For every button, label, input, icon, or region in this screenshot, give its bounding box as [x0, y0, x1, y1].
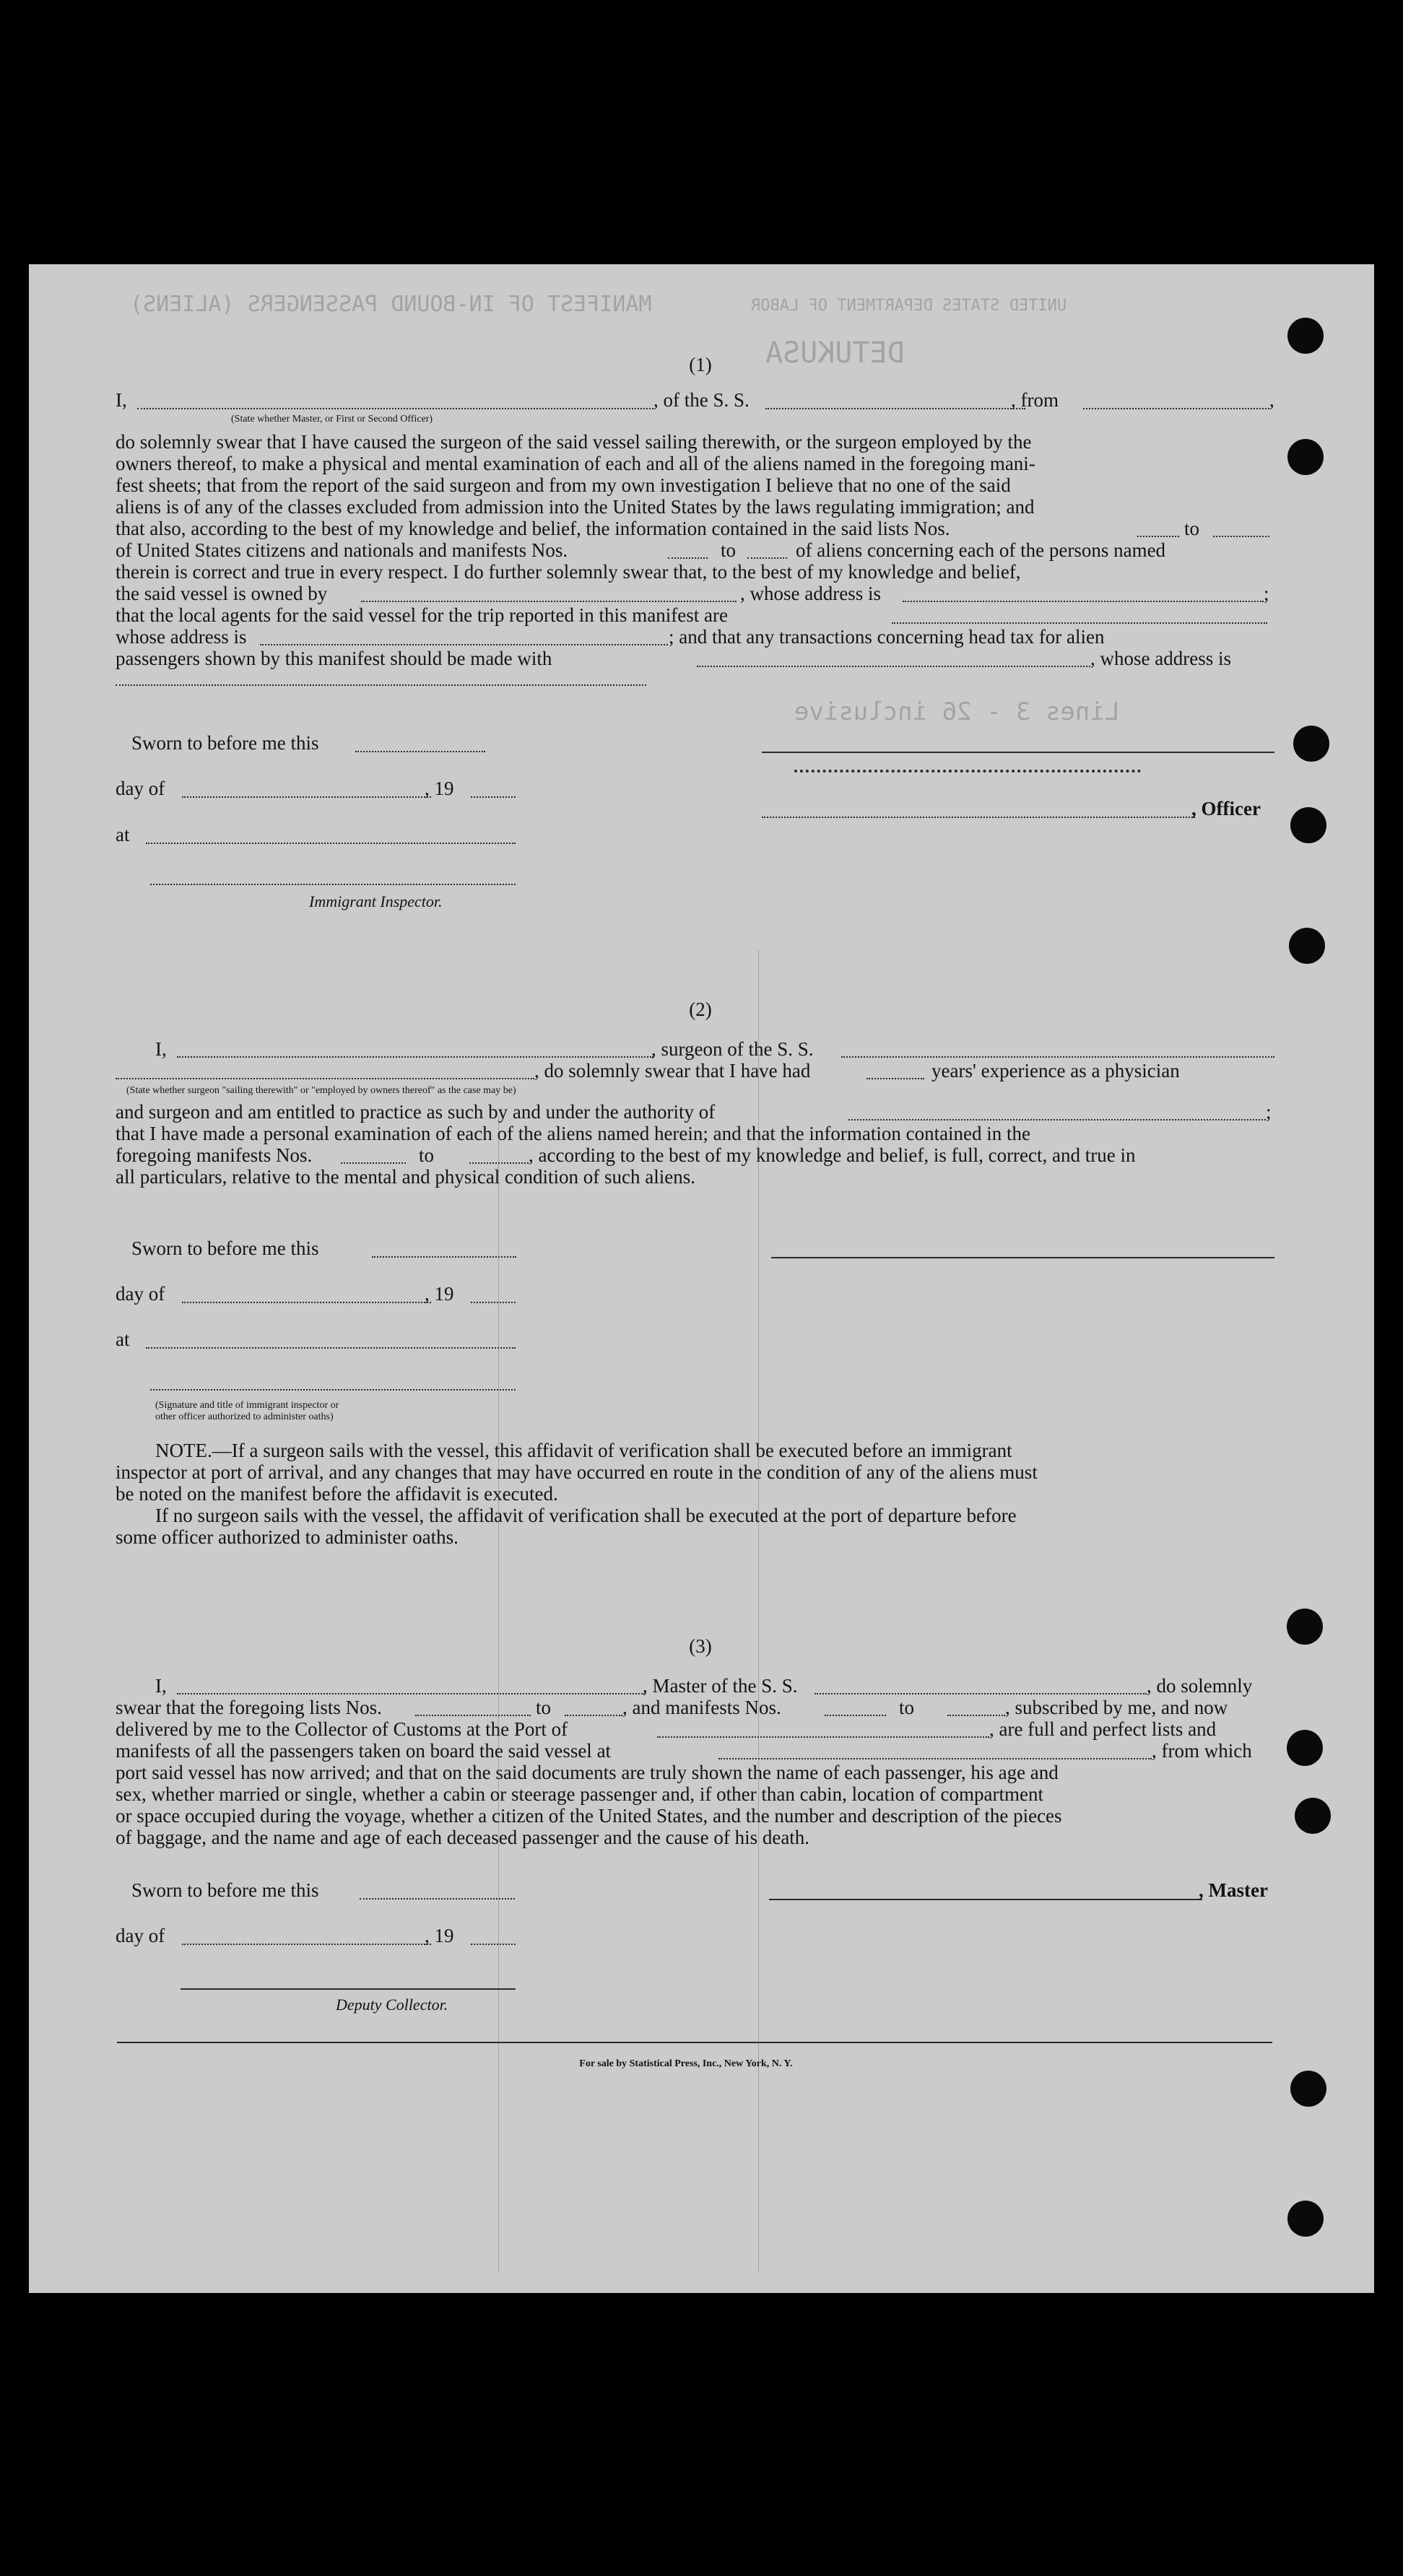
affidavit-text: passengers shown by this manifest should be made with	[116, 648, 552, 669]
head-tax-address-blank[interactable]	[116, 684, 646, 686]
footer-divider	[117, 2042, 1272, 2043]
manifests-to-blank[interactable]	[747, 557, 787, 559]
affidavit-text: foregoing manifests Nos.	[116, 1144, 313, 1166]
month-blank[interactable]	[182, 1944, 431, 1945]
master-vessel-blank[interactable]	[815, 1693, 1147, 1694]
officer-signature-blank[interactable]	[150, 1389, 516, 1391]
manifests-to-blank[interactable]	[947, 1715, 1005, 1716]
affidavit-text: swear that the foregoing lists Nos.	[116, 1697, 382, 1718]
affidavit-text: , whose address is	[1090, 648, 1231, 669]
affidavit-text: , according to the best of my knowledge and belief, is full, correct, and true in	[529, 1144, 1136, 1166]
affidavit-text: that the local agents for the said vessel for the trip reported in this manifest are	[116, 604, 728, 626]
sworn-date-blank[interactable]	[372, 1256, 516, 1258]
note-text: inspector at port of arrival, and any changes that may have occurred en route in the condition of any of the aliens must	[116, 1461, 1038, 1483]
officer-name-dotted	[794, 770, 1141, 773]
manifest-from-blank[interactable]	[341, 1162, 406, 1164]
punch-hole	[1287, 439, 1324, 475]
owner-address-blank[interactable]	[903, 601, 1264, 602]
affidavit-body: that also, according to the best of my knowledge and belief, the information contained in the said lists Nos.	[116, 518, 950, 539]
signature-line	[762, 752, 1274, 753]
affidavit-text: , of the S. S.	[653, 389, 750, 411]
sworn-text: Sworn to before me this	[131, 1237, 319, 1259]
fold-line	[758, 950, 759, 2271]
affidavit-text: manifests of all the passengers taken on board the said vessel at	[116, 1740, 612, 1762]
sworn-date-blank[interactable]	[355, 751, 485, 752]
place-blank[interactable]	[146, 843, 516, 844]
manifests-from-blank[interactable]	[668, 557, 708, 559]
affidavit-text: whose address is	[116, 626, 247, 648]
deputy-label: Deputy Collector.	[336, 1996, 448, 2014]
punch-hole	[1287, 2201, 1324, 2237]
affidavit-body: of baggage, and the name and age of each deceased passenger and the cause of his death.	[116, 1827, 810, 1848]
manifest-to-blank[interactable]	[469, 1162, 529, 1164]
affidavit-text: , from which	[1152, 1740, 1252, 1762]
lists-from-blank[interactable]	[415, 1715, 531, 1716]
note-master: (State whether Master, or First or Second Officer)	[231, 414, 433, 425]
affidavit-text: to	[1184, 518, 1200, 539]
affidavit-body: that I have made a personal examination of each of the aliens named herein; and that the information contained in the	[116, 1123, 1031, 1144]
document-page	[29, 264, 1374, 2293]
affidavit-body: do solemnly swear that I have caused the surgeon of the said vessel sailing therewith, or the surgeon employed by the	[116, 431, 1032, 453]
affidavit-body: owners thereof, to make a physical and mental examination of each and all of the aliens named in the foregoing mani-	[116, 453, 1035, 474]
affidavit-text: to	[419, 1144, 435, 1166]
sworn-text: day of	[116, 1283, 165, 1305]
inspector-label: Immigrant Inspector.	[309, 892, 443, 910]
punch-hole	[1290, 807, 1326, 843]
affidavit-text: and surgeon and am entitled to practice as such by and under the authority of	[116, 1101, 716, 1123]
sworn-text: , 19	[425, 1925, 454, 1946]
affidavit-text: , surgeon of the S. S.	[651, 1038, 814, 1060]
port-blank[interactable]	[1083, 408, 1269, 409]
sworn-text: day of	[116, 1925, 165, 1946]
bleed-through-text: Lines 3 - 26 inclusive	[794, 697, 1120, 726]
affidavit-text: I,	[155, 1038, 167, 1060]
sworn-text: Sworn to before me this	[131, 732, 319, 754]
authority-blank[interactable]	[848, 1119, 1266, 1121]
sworn-text: , 19	[425, 1283, 454, 1305]
bleed-through-text: UNITED STATES DEPARTMENT OF LABOR	[751, 297, 1067, 315]
punch-hole	[1290, 2071, 1326, 2107]
printer-footer: For sale by Statistical Press, Inc., New York, N. Y.	[579, 2058, 793, 2069]
sworn-text: day of	[116, 778, 165, 799]
punch-hole	[1287, 318, 1324, 354]
section-number: (2)	[689, 998, 712, 1020]
affidavit-text: to	[536, 1697, 552, 1718]
affidavit-text: the said vessel is owned by	[116, 583, 328, 604]
lists-from-blank[interactable]	[1137, 536, 1179, 537]
affidavit-text: years' experience as a physician	[931, 1060, 1180, 1082]
year-blank[interactable]	[471, 1302, 516, 1303]
month-blank[interactable]	[182, 1302, 431, 1303]
affidavit-text: delivered by me to the Collector of Customs at the Port of	[116, 1718, 568, 1740]
vessel-blank[interactable]	[765, 408, 1025, 409]
collector-signature-line[interactable]	[181, 1988, 516, 1990]
affidavit-text: I,	[116, 389, 127, 411]
note-text: some officer authorized to administer oaths.	[116, 1526, 459, 1548]
head-tax-blank[interactable]	[697, 666, 1090, 667]
affidavit-text: of aliens concerning each of the persons named	[796, 539, 1166, 561]
affidavit-text: , do solemnly swear that I have had	[534, 1060, 811, 1082]
signature-note: (Signature and title of immigrant inspector or	[155, 1400, 339, 1411]
affidavit-text: , subscribed by me, and now	[1005, 1697, 1228, 1718]
affidavit-text: ,	[1269, 389, 1274, 411]
year-blank[interactable]	[471, 1944, 516, 1945]
agents-address-blank[interactable]	[260, 644, 668, 645]
punch-hole	[1287, 1730, 1323, 1766]
affidavit-text: , do solemnly	[1147, 1675, 1253, 1697]
signature-note: other officer authorized to administer oaths)	[155, 1411, 334, 1422]
departure-port-blank[interactable]	[718, 1758, 1152, 1759]
lists-to-blank[interactable]	[1213, 536, 1269, 537]
note-text: If no surgeon sails with the vessel, the affidavit of verification shall be executed at the port of departure before	[155, 1505, 1017, 1526]
affidavit-body: port said vessel has now arrived; and that on the said documents are truly shown the name of each passenger, his age and	[116, 1762, 1059, 1783]
section-number: (1)	[689, 354, 712, 375]
master-label: , Master	[1199, 1879, 1268, 1901]
owner-blank[interactable]	[361, 601, 737, 602]
sworn-text: at	[116, 1328, 130, 1350]
note-surgeon: (State whether surgeon "sailing therewith" or "employed by owners thereof" as the case may be)	[126, 1085, 516, 1096]
year-blank[interactable]	[471, 796, 516, 798]
manifests-from-blank[interactable]	[825, 1715, 886, 1716]
section-number: (3)	[689, 1635, 712, 1657]
surgeon-type-blank[interactable]	[116, 1078, 534, 1079]
affidavit-text: to	[899, 1697, 915, 1718]
lists-to-blank[interactable]	[565, 1715, 622, 1716]
place-blank[interactable]	[146, 1347, 516, 1349]
affidavit-body: therein is correct and true in every respect. I do further solemnly swear that, to the best of my knowledge and belief,	[116, 561, 1021, 583]
affidavit-text: ;	[1266, 1101, 1272, 1123]
affidavit-body: of United States citizens and nationals and manifests Nos.	[116, 539, 568, 561]
officer-signature-blank[interactable]	[762, 817, 1195, 818]
surgeon-signature-line[interactable]	[771, 1257, 1274, 1258]
bleed-through-text: DETUKUSA	[765, 336, 905, 370]
sworn-text: at	[116, 824, 130, 845]
punch-hole	[1295, 1798, 1331, 1834]
affidavit-text: , are full and perfect lists and	[989, 1718, 1217, 1740]
master-signature-line[interactable]	[769, 1899, 1202, 1900]
port-blank[interactable]	[657, 1736, 989, 1738]
note-text: be noted on the manifest before the affidavit is executed.	[116, 1483, 558, 1505]
agents-blank[interactable]	[892, 622, 1267, 624]
affidavit-text: ;	[1264, 583, 1269, 604]
affidavit-body: or space occupied during the voyage, whether a citizen of the United States, and the number and description of the pieces	[116, 1805, 1062, 1827]
master-name-blank[interactable]	[177, 1693, 645, 1694]
punch-hole	[1293, 726, 1329, 762]
affidavit-text: , and manifests Nos.	[622, 1697, 781, 1718]
years-blank[interactable]	[866, 1078, 924, 1079]
note-text: NOTE.—If a surgeon sails with the vessel, this affidavit of verification shall be executed before an immigrant	[155, 1440, 1012, 1461]
punch-hole	[1287, 1609, 1323, 1645]
fold-line	[498, 1116, 499, 2271]
affidavit-text: , from	[1011, 389, 1059, 411]
surgeon-name-blank[interactable]	[177, 1056, 653, 1058]
surgeon-vessel-blank[interactable]	[841, 1056, 1274, 1058]
affidavit-body: all particulars, relative to the mental and physical condition of such aliens.	[116, 1166, 695, 1188]
affidavit-body: fest sheets; that from the report of the said surgeon and from my own investigation I believe that no one of the said	[116, 474, 1011, 496]
sworn-text: Sworn to before me this	[131, 1879, 319, 1901]
punch-hole	[1289, 928, 1325, 964]
affidavit-text: to	[721, 539, 737, 561]
inspector-signature-blank[interactable]	[150, 884, 516, 885]
affidavit-text: I,	[155, 1675, 167, 1697]
officer-label: , Officer	[1191, 798, 1261, 819]
affidavit-body: aliens is of any of the classes excluded from admission into the United States by the laws regulating immigration; and	[116, 496, 1035, 518]
affidavit-text: , Master of the S. S.	[643, 1675, 798, 1697]
bleed-through-text: MANIFEST OF IN-BOUND PASSENGERS (ALIENS)	[130, 292, 652, 317]
sworn-text: , 19	[425, 778, 454, 799]
affidavit-text: ; and that any transactions concerning head tax for alien	[669, 626, 1105, 648]
sworn-date-blank[interactable]	[360, 1898, 515, 1900]
affidavit-text: , whose address is	[740, 583, 881, 604]
affidavit-body: sex, whether married or single, whether a cabin or steerage passenger and, if other than cabin, location of compartment	[116, 1783, 1044, 1805]
month-blank[interactable]	[182, 796, 431, 798]
